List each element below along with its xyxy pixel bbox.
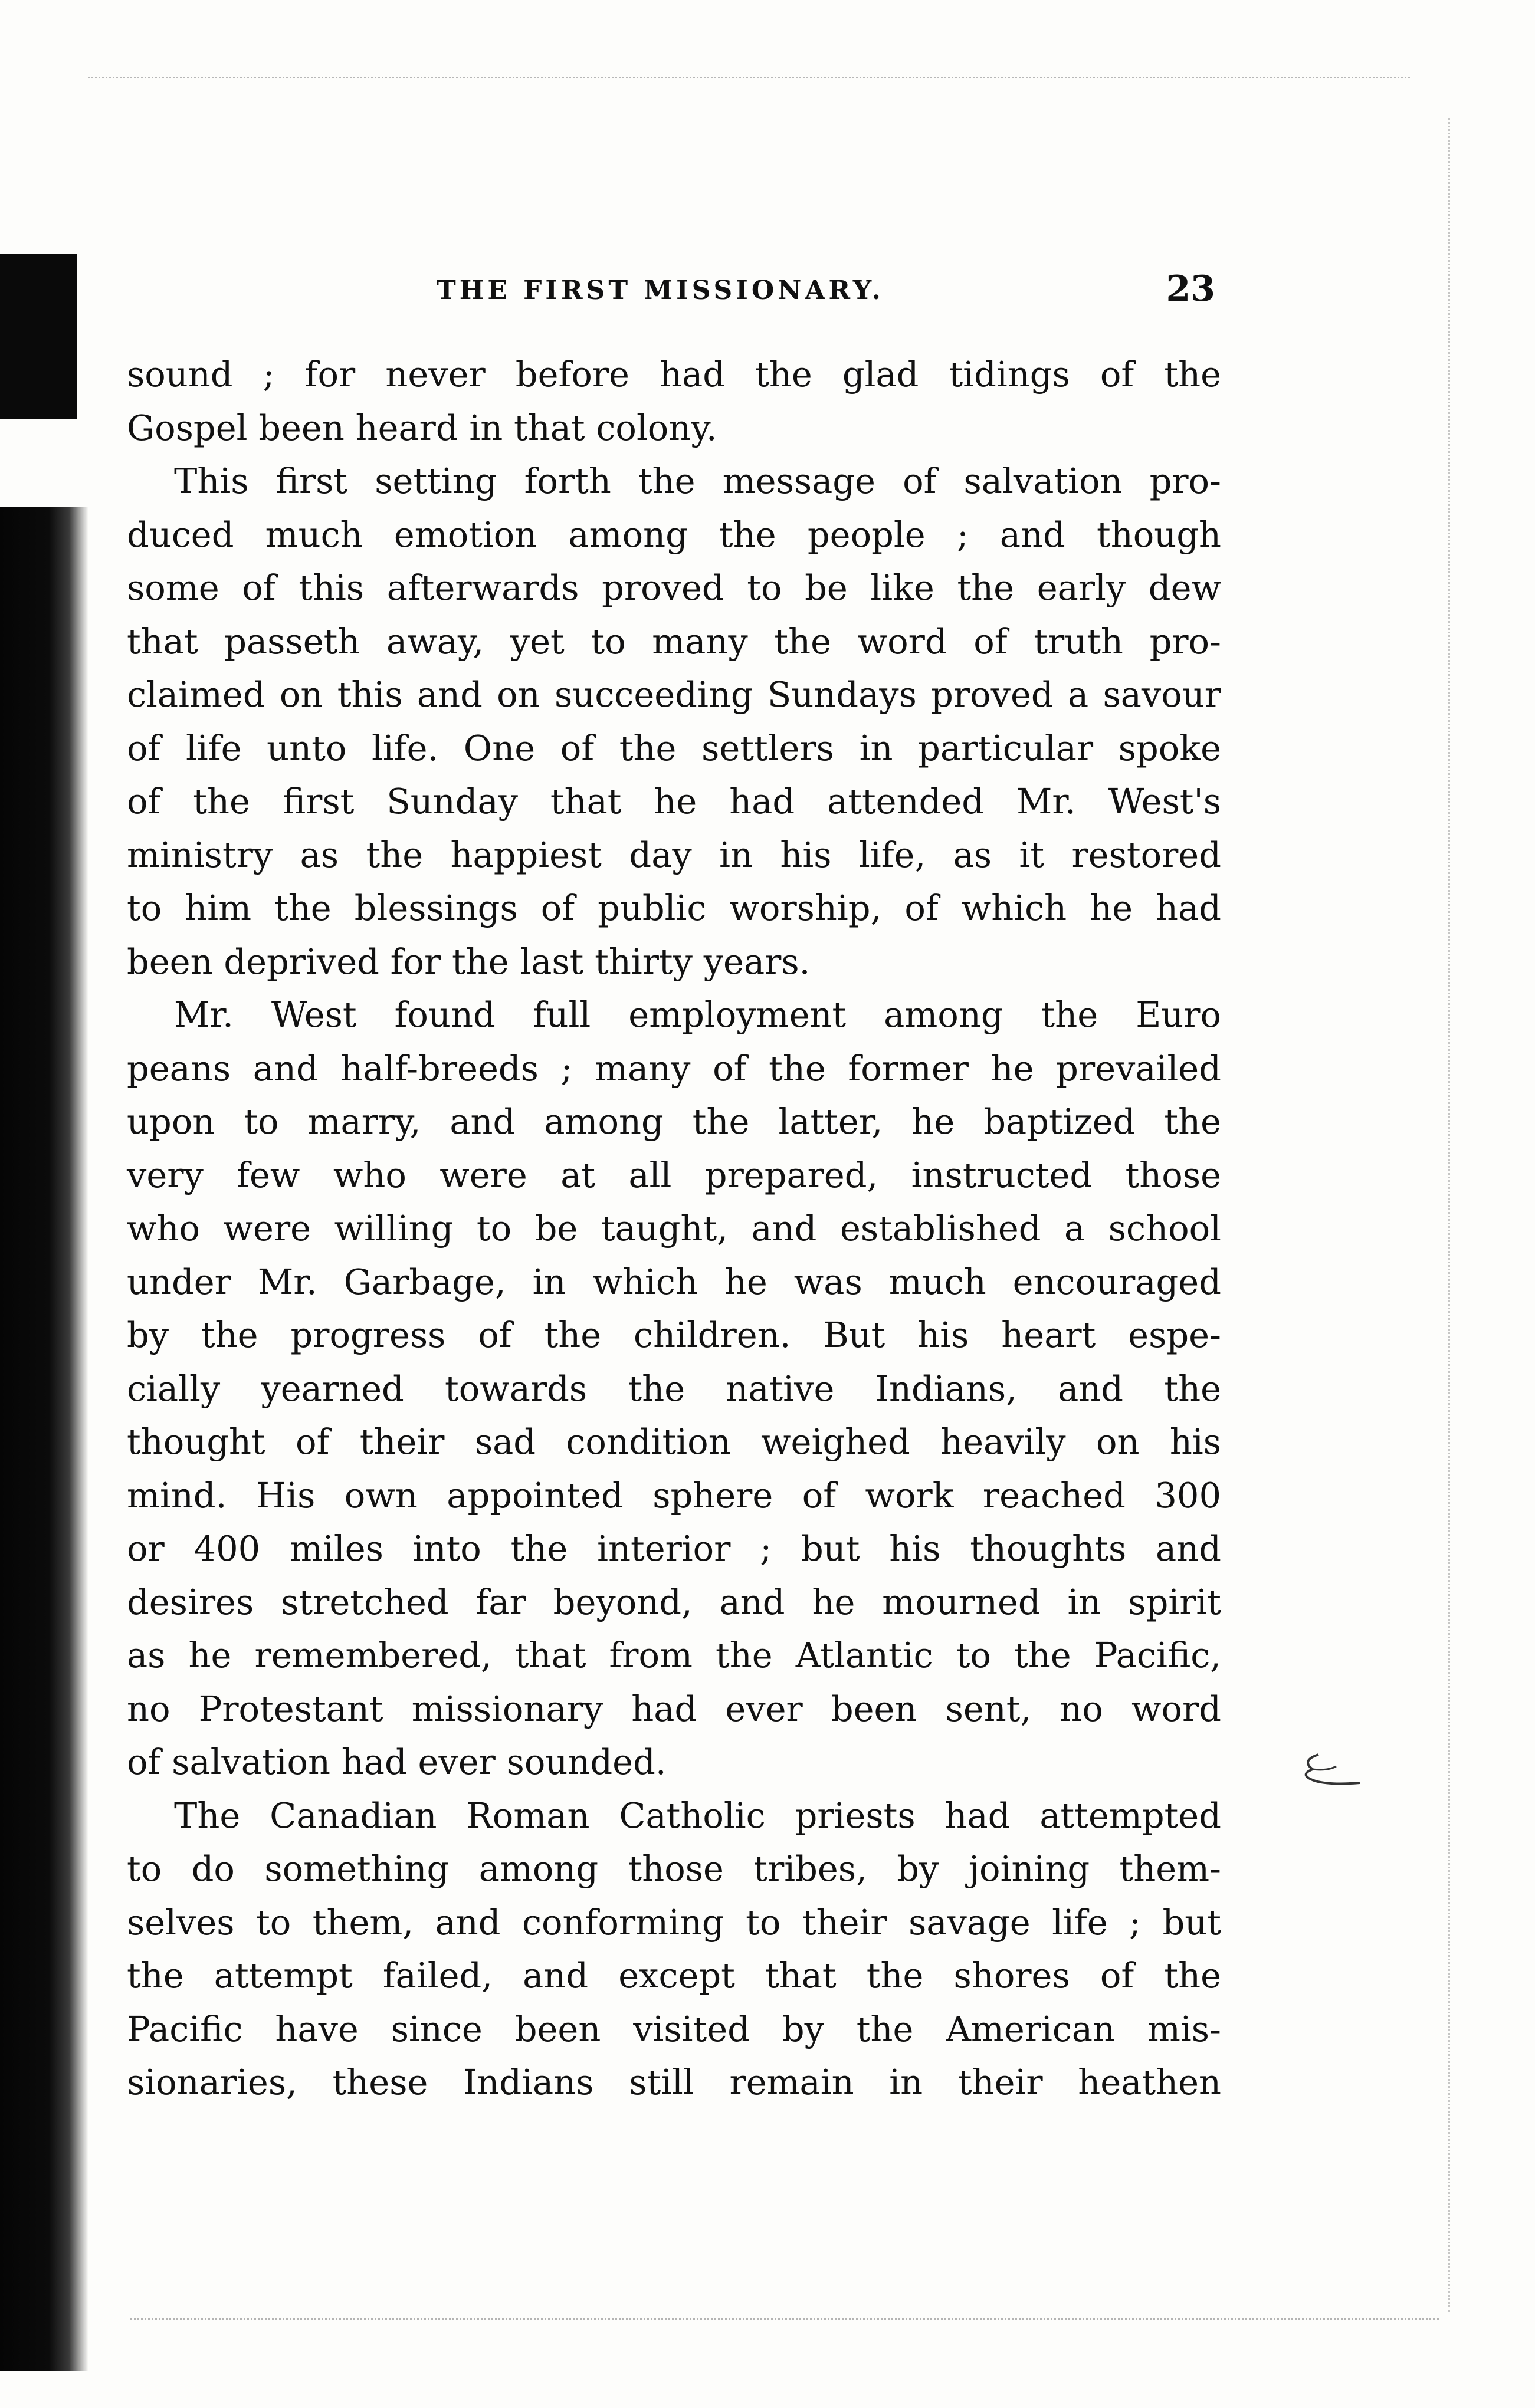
binding-edge-top — [0, 254, 77, 419]
text-line: upon to marry, and among the latter, he baptized the — [127, 1101, 1221, 1142]
text-line: some of this afterwards proved to be like the early dew — [127, 567, 1221, 608]
text-line: duced much emotion among the people ; and though — [127, 514, 1221, 555]
text-line: as he remembered, that from the Atlantic to the Pacific, — [127, 1635, 1221, 1676]
binding-edge — [0, 507, 88, 2371]
text-line: cially yearned towards the native Indians, and the — [127, 1368, 1221, 1409]
text-line: Mr. West found full employment among the Euro — [174, 994, 1221, 1035]
text-line: The Canadian Roman Catholic priests had attempted — [174, 1795, 1221, 1836]
text-line: Gospel been heard in that colony. — [127, 407, 717, 448]
text-line: to do something among those tribes, by joining them- — [127, 1848, 1221, 1889]
running-head-title: THE FIRST MISSIONARY. — [437, 275, 884, 305]
text-line: the attempt failed, and except that the shores of the — [127, 1955, 1221, 1996]
text-line: of life unto life. One of the settlers in particular spoke — [127, 727, 1221, 768]
text-line: of the first Sunday that he had attended Mr. West's — [127, 781, 1221, 822]
text-line: or 400 miles into the interior ; but his thoughts and — [127, 1528, 1221, 1569]
text-line: sionaries, these Indians still remain in their heathen — [127, 2062, 1221, 2103]
scan-noise-right — [1448, 118, 1452, 2312]
text-line: claimed on this and on succeeding Sundays proved a savour — [127, 674, 1221, 715]
text-line: selves to them, and conforming to their savage life ; but — [127, 1901, 1221, 1943]
scan-noise-bottom — [130, 2318, 1439, 2322]
text-line: under Mr. Garbage, in which he was much encouraged — [127, 1261, 1221, 1302]
page-number: 23 — [1166, 268, 1215, 310]
text-line: This first setting forth the message of salvation pro- — [174, 461, 1221, 501]
text-line: thought of their sad condition weighed heavily on his — [127, 1421, 1221, 1462]
text-line: by the progress of the children. But his heart espe- — [127, 1315, 1221, 1355]
text-line: of salvation had ever sounded. — [127, 1742, 667, 1782]
text-line: Pacific have since been visited by the American mis- — [127, 2008, 1221, 2049]
text-line: been deprived for the last thirty years. — [127, 941, 811, 982]
scan-noise-top — [88, 77, 1410, 81]
text-line: desires stretched far beyond, and he mourned in spirit — [127, 1581, 1221, 1622]
text-line: peans and half-breeds ; many of the former he prevailed — [127, 1047, 1221, 1089]
text-line: no Protestant missionary had ever been sent, no word — [127, 1688, 1221, 1729]
text-line: who were willing to be taught, and established a school — [127, 1208, 1221, 1249]
margin-pen-mark — [1295, 1749, 1366, 1796]
text-line: very few who were at all prepared, instructed those — [127, 1154, 1221, 1195]
text-line: mind. His own appointed sphere of work reached 300 — [127, 1474, 1221, 1516]
body-text — [127, 348, 1221, 2110]
text-line: that passeth away, yet to many the word of truth pro- — [127, 620, 1221, 662]
text-line: to him the blessings of public worship, of which he had — [127, 888, 1221, 928]
text-line: ministry as the happiest day in his life, as it restored — [127, 834, 1221, 875]
text-line: sound ; for never before had the glad tidings of the — [127, 354, 1221, 395]
running-head — [127, 268, 1215, 316]
